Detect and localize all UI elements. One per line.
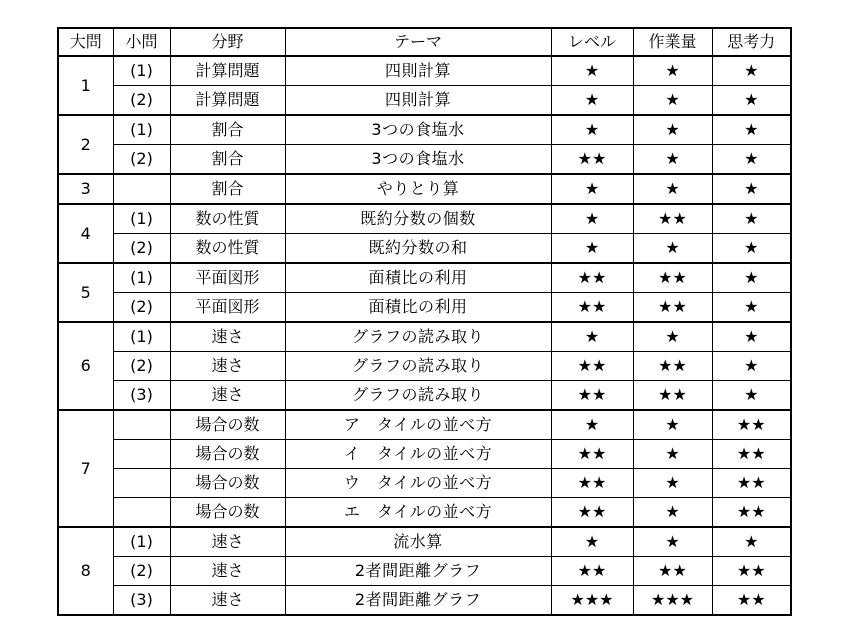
level-rating: ★★ bbox=[551, 352, 633, 381]
level-rating: ★ bbox=[551, 115, 633, 145]
level-rating: ★★ bbox=[551, 145, 633, 175]
header-row bbox=[58, 28, 791, 56]
field-cell: 割合 bbox=[170, 174, 285, 204]
workload-rating: ★ bbox=[633, 234, 712, 264]
field-cell: 速さ bbox=[170, 352, 285, 381]
field-cell: 速さ bbox=[170, 527, 285, 557]
thinking-rating: ★ bbox=[712, 293, 791, 323]
field-cell: 計算問題 bbox=[170, 86, 285, 116]
theme-cell: 3つの食塩水 bbox=[285, 115, 551, 145]
level-rating: ★★ bbox=[551, 498, 633, 528]
workload-rating: ★★ bbox=[633, 293, 712, 323]
workload-rating: ★★★ bbox=[633, 586, 712, 616]
thinking-rating: ★★ bbox=[712, 586, 791, 616]
major-question-number: 3 bbox=[58, 174, 113, 204]
table-row bbox=[58, 234, 791, 264]
thinking-rating: ★ bbox=[712, 56, 791, 86]
workload-rating: ★★ bbox=[633, 352, 712, 381]
major-question-number: 8 bbox=[58, 527, 113, 615]
level-rating: ★ bbox=[551, 174, 633, 204]
table-body bbox=[58, 56, 791, 615]
major-question-number: 2 bbox=[58, 115, 113, 174]
workload-rating: ★ bbox=[633, 440, 712, 469]
theme-cell: グラフの読み取り bbox=[285, 381, 551, 411]
level-rating: ★ bbox=[551, 410, 633, 440]
field-cell: 計算問題 bbox=[170, 56, 285, 86]
thinking-rating: ★ bbox=[712, 352, 791, 381]
table-row bbox=[58, 115, 791, 145]
table-row bbox=[58, 322, 791, 352]
field-cell: 数の性質 bbox=[170, 234, 285, 264]
theme-cell: やりとり算 bbox=[285, 174, 551, 204]
thinking-rating: ★★ bbox=[712, 557, 791, 586]
sub-question-number: (2) bbox=[113, 86, 170, 116]
field-cell: 場合の数 bbox=[170, 469, 285, 498]
major-question-number: 5 bbox=[58, 263, 113, 322]
table-row bbox=[58, 293, 791, 323]
sub-question-number bbox=[113, 469, 170, 498]
sub-question-number: (1) bbox=[113, 527, 170, 557]
theme-cell: ア タイルの並べ方 bbox=[285, 410, 551, 440]
sub-question-number bbox=[113, 440, 170, 469]
sub-question-number: (2) bbox=[113, 352, 170, 381]
workload-rating: ★ bbox=[633, 115, 712, 145]
table-row bbox=[58, 56, 791, 86]
table-row bbox=[58, 498, 791, 528]
theme-cell: 既約分数の和 bbox=[285, 234, 551, 264]
major-question-number: 6 bbox=[58, 322, 113, 410]
thinking-rating: ★ bbox=[712, 174, 791, 204]
field-cell: 場合の数 bbox=[170, 498, 285, 528]
table-row bbox=[58, 352, 791, 381]
major-question-number: 1 bbox=[58, 56, 113, 115]
theme-cell: グラフの読み取り bbox=[285, 322, 551, 352]
thinking-rating: ★★ bbox=[712, 410, 791, 440]
sub-question-number bbox=[113, 174, 170, 204]
workload-rating: ★★ bbox=[633, 557, 712, 586]
thinking-rating: ★★ bbox=[712, 498, 791, 528]
theme-cell: エ タイルの並べ方 bbox=[285, 498, 551, 528]
field-cell: 割合 bbox=[170, 115, 285, 145]
thinking-rating: ★ bbox=[712, 204, 791, 234]
thinking-rating: ★ bbox=[712, 263, 791, 293]
field-cell: 平面図形 bbox=[170, 293, 285, 323]
theme-cell: 3つの食塩水 bbox=[285, 145, 551, 175]
thinking-rating: ★ bbox=[712, 527, 791, 557]
table-row bbox=[58, 263, 791, 293]
theme-cell: 四則計算 bbox=[285, 86, 551, 116]
field-cell: 数の性質 bbox=[170, 204, 285, 234]
sub-question-number bbox=[113, 410, 170, 440]
level-rating: ★ bbox=[551, 234, 633, 264]
theme-cell: ウ タイルの並べ方 bbox=[285, 469, 551, 498]
major-question-number: 4 bbox=[58, 204, 113, 263]
theme-cell: グラフの読み取り bbox=[285, 352, 551, 381]
level-rating: ★ bbox=[551, 527, 633, 557]
table-row bbox=[58, 410, 791, 440]
header-workload: 作業量 bbox=[633, 28, 712, 56]
thinking-rating: ★ bbox=[712, 381, 791, 411]
sub-question-number: (1) bbox=[113, 204, 170, 234]
workload-rating: ★ bbox=[633, 56, 712, 86]
sub-question-number: (1) bbox=[113, 263, 170, 293]
workload-rating: ★ bbox=[633, 322, 712, 352]
thinking-rating: ★ bbox=[712, 322, 791, 352]
thinking-rating: ★ bbox=[712, 234, 791, 264]
header-level: レベル bbox=[551, 28, 633, 56]
sub-question-number: (1) bbox=[113, 115, 170, 145]
table-row bbox=[58, 469, 791, 498]
level-rating: ★ bbox=[551, 204, 633, 234]
workload-rating: ★ bbox=[633, 527, 712, 557]
table-row bbox=[58, 381, 791, 411]
thinking-rating: ★★ bbox=[712, 440, 791, 469]
sub-question-number: (3) bbox=[113, 586, 170, 616]
workload-rating: ★ bbox=[633, 145, 712, 175]
header-field: 分野 bbox=[170, 28, 285, 56]
table-row bbox=[58, 86, 791, 116]
workload-rating: ★ bbox=[633, 174, 712, 204]
field-cell: 速さ bbox=[170, 586, 285, 616]
workload-rating: ★★ bbox=[633, 381, 712, 411]
table-row bbox=[58, 557, 791, 586]
field-cell: 場合の数 bbox=[170, 410, 285, 440]
header-theme: テーマ bbox=[285, 28, 551, 56]
theme-cell: 2者間距離グラフ bbox=[285, 557, 551, 586]
thinking-rating: ★ bbox=[712, 145, 791, 175]
sub-question-number: (2) bbox=[113, 293, 170, 323]
workload-rating: ★★ bbox=[633, 263, 712, 293]
table-row bbox=[58, 586, 791, 616]
field-cell: 場合の数 bbox=[170, 440, 285, 469]
header-thinking: 思考力 bbox=[712, 28, 791, 56]
header-major-question: 大問 bbox=[58, 28, 113, 56]
level-rating: ★★ bbox=[551, 440, 633, 469]
theme-cell: 2者間距離グラフ bbox=[285, 586, 551, 616]
sub-question-number: (3) bbox=[113, 381, 170, 411]
sub-question-number: (2) bbox=[113, 145, 170, 175]
major-question-number: 7 bbox=[58, 410, 113, 527]
table-row bbox=[58, 145, 791, 175]
level-rating: ★★ bbox=[551, 469, 633, 498]
sub-question-number bbox=[113, 498, 170, 528]
table-row bbox=[58, 174, 791, 204]
level-rating: ★ bbox=[551, 322, 633, 352]
workload-rating: ★★ bbox=[633, 204, 712, 234]
level-rating: ★★ bbox=[551, 381, 633, 411]
thinking-rating: ★ bbox=[712, 115, 791, 145]
level-rating: ★★★ bbox=[551, 586, 633, 616]
sub-question-number: (1) bbox=[113, 56, 170, 86]
field-cell: 平面図形 bbox=[170, 263, 285, 293]
field-cell: 割合 bbox=[170, 145, 285, 175]
workload-rating: ★ bbox=[633, 410, 712, 440]
level-rating: ★★ bbox=[551, 263, 633, 293]
theme-cell: 面積比の利用 bbox=[285, 293, 551, 323]
table-row bbox=[58, 204, 791, 234]
theme-cell: 既約分数の個数 bbox=[285, 204, 551, 234]
sub-question-number: (1) bbox=[113, 322, 170, 352]
level-rating: ★ bbox=[551, 86, 633, 116]
table-row bbox=[58, 440, 791, 469]
theme-cell: 面積比の利用 bbox=[285, 263, 551, 293]
level-rating: ★★ bbox=[551, 557, 633, 586]
field-cell: 速さ bbox=[170, 381, 285, 411]
sub-question-number: (2) bbox=[113, 234, 170, 264]
sub-question-number: (2) bbox=[113, 557, 170, 586]
workload-rating: ★ bbox=[633, 498, 712, 528]
problem-analysis-table bbox=[57, 27, 792, 616]
thinking-rating: ★ bbox=[712, 86, 791, 116]
header-sub-question: 小問 bbox=[113, 28, 170, 56]
theme-cell: イ タイルの並べ方 bbox=[285, 440, 551, 469]
workload-rating: ★ bbox=[633, 86, 712, 116]
level-rating: ★ bbox=[551, 56, 633, 86]
level-rating: ★★ bbox=[551, 293, 633, 323]
field-cell: 速さ bbox=[170, 322, 285, 352]
field-cell: 速さ bbox=[170, 557, 285, 586]
thinking-rating: ★★ bbox=[712, 469, 791, 498]
workload-rating: ★ bbox=[633, 469, 712, 498]
table-row bbox=[58, 527, 791, 557]
theme-cell: 流水算 bbox=[285, 527, 551, 557]
theme-cell: 四則計算 bbox=[285, 56, 551, 86]
